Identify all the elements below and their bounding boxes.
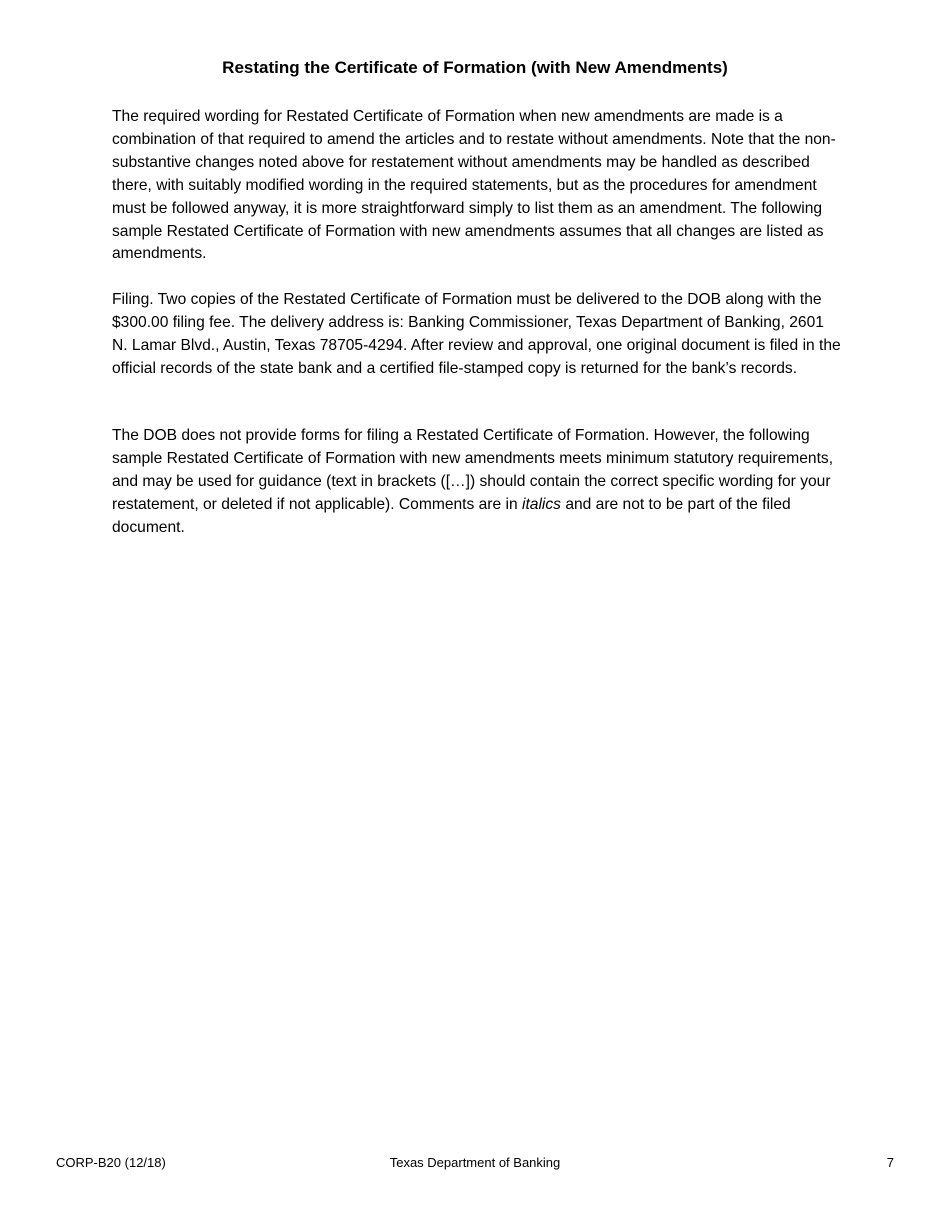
paragraph-filing: Filing. Two copies of the Restated Certificate of Formation must be delivered to the DOB along with the $300.00 filing fee. The delivery address is: Banking Commissioner, Texas Department of Banking, 2601 N. Lamar Blvd., Austin, Texas 78705-4294. After review and approval, one original document is filed in the official records of the state bank and a certified file-stamped copy is returned for the bank’s records. xyxy=(112,291,841,377)
paragraph-forms-guidance-text: The DOB does not provide forms for filing a Restated Certificate of Formation. However, the following sample Restated Certificate of Formation with new amendments meets minimum statutory requirements, and may be used for guidance (text in brackets ([…]) should contain the correct specific wording for your restatement, or deleted if not applicable). Comments are in xyxy=(112,427,834,513)
paragraph-forms-guidance xyxy=(112,425,842,540)
footer-page-number: 7 xyxy=(886,1155,894,1170)
italics-word: italics xyxy=(521,495,561,513)
paragraph-required-wording: The required wording for Restated Certificate of Formation when new amendments are made is a combination of that required to amend the articles and to restate without amendments. Note that the non-substantive changes noted above for restatement without amendments may be handled as described there, with suitably modified wording in the required statements, but as the procedures for amendment must be followed anyway, it is more straightforward simply to list them as an amendment. The following sample Restated Certificate of Formation with new amendments assumes that all changes are listed as amendments. xyxy=(112,108,836,263)
page-title: Restating the Certificate of Formation (with New Amendments) xyxy=(222,58,728,77)
footer-agency: Texas Department of Banking xyxy=(389,1155,561,1170)
footer-form-code: CORP-B20 (12/18) xyxy=(56,1155,166,1170)
paragraph-forms-guidance-end: and are not to be part of the filed document. xyxy=(112,495,791,536)
